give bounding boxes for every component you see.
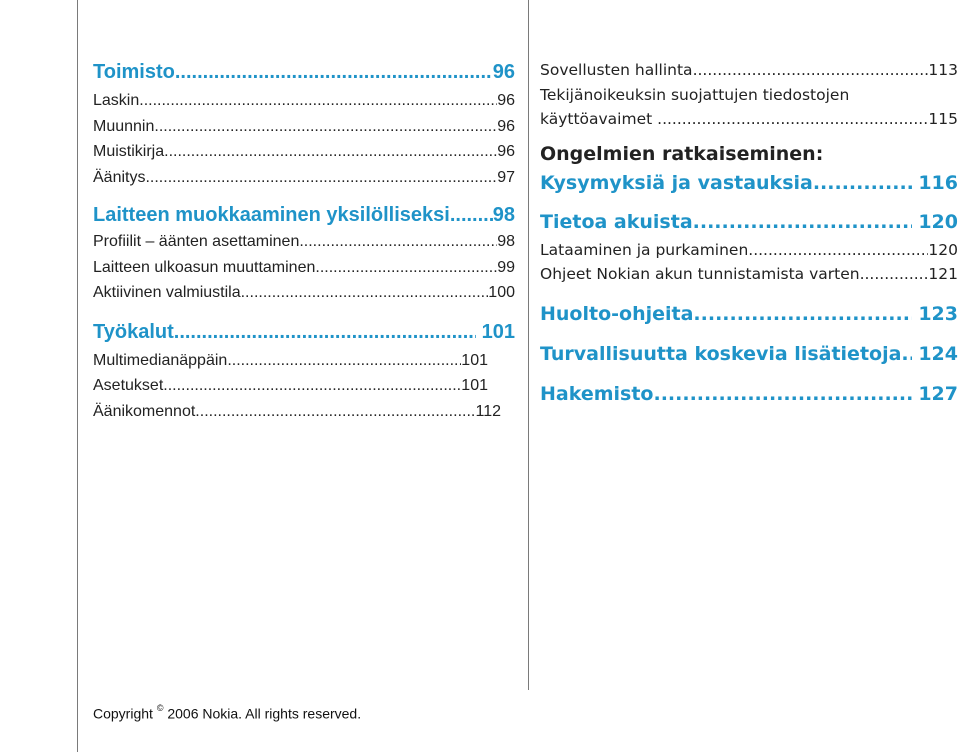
toc-entry-ohjeet-akku[interactable] <box>540 262 958 286</box>
toc-entry-aanitys[interactable] <box>93 165 515 191</box>
toc-page: 97 <box>497 168 515 186</box>
toc-page: 99 <box>497 258 515 276</box>
toc-leader <box>175 58 493 86</box>
toc-page: 96 <box>497 92 515 109</box>
toc-leader <box>654 379 912 409</box>
toc-page: 96 <box>497 117 515 135</box>
toc-heading-ongelmien-line1[interactable]: Ongelmien ratkaiseminen: <box>540 143 824 165</box>
toc-heading-tyokalut[interactable] <box>93 318 515 346</box>
toc-leader <box>813 169 912 197</box>
left-margin-rule <box>77 0 78 752</box>
toc-title: Toimisto <box>93 61 175 83</box>
column-divider-rule <box>528 0 529 690</box>
toc-page: 112 <box>475 402 501 420</box>
toc-entry-asetukset[interactable] <box>93 373 488 399</box>
toc-leader <box>241 280 489 306</box>
toc-entry-ulkoasu[interactable] <box>93 255 515 281</box>
toc-page: 120 <box>928 241 958 259</box>
toc-title: Sovellusten hallinta <box>540 61 693 79</box>
toc-title: Turvallisuutta koskevia lisätietoja <box>540 343 902 365</box>
toc-page: 124 <box>911 343 958 365</box>
toc-leader <box>693 299 911 329</box>
toc-title: Lataaminen ja purkaminen <box>540 241 749 259</box>
toc-title: Äänikomennot <box>93 402 196 420</box>
toc-page: 98 <box>492 204 515 226</box>
toc-title: Kysymyksiä ja vastauksia <box>540 172 813 194</box>
toc-heading-ongelmien-line2[interactable] <box>540 169 958 197</box>
toc-title: Ohjeet Nokian akun tunnistamista varten <box>540 265 860 283</box>
toc-page: 120 <box>911 211 958 233</box>
toc-leader <box>195 399 475 425</box>
toc-title: Muunnin <box>93 117 155 135</box>
toc-entry-multimedia[interactable] <box>93 348 488 374</box>
toc-title: Huolto-ohjeita <box>540 303 694 325</box>
toc-page: 101 <box>461 351 488 369</box>
toc-page: 123 <box>911 303 958 325</box>
toc-page: 115 <box>928 110 958 128</box>
toc-leader <box>860 262 929 286</box>
toc-heading-huolto[interactable] <box>540 299 958 329</box>
toc-entry-valmiustila[interactable] <box>93 280 515 306</box>
toc-title: Profiilit – äänten asettaminen <box>93 233 300 250</box>
toc-entry-aanikomennot[interactable] <box>93 399 501 425</box>
toc-page: 98 <box>497 233 515 250</box>
toc-title: Aktiivinen valmiustila <box>93 284 241 301</box>
toc-leader <box>693 207 912 237</box>
toc-page: 96 <box>492 61 515 83</box>
toc-leader <box>164 139 497 165</box>
toc-title: Laitteen muokkaaminen yksilölliseksi <box>93 204 450 226</box>
toc-heading-turvallisuus[interactable] <box>540 339 958 369</box>
toc-leader <box>154 114 497 140</box>
copyright-notice <box>93 705 361 722</box>
toc-entry-muunnin[interactable] <box>93 114 515 140</box>
toc-title: Tietoa akuista <box>540 211 693 233</box>
toc-leader <box>163 373 461 399</box>
toc-entry-tekijanoikeus-line1[interactable]: Tekijänoikeuksin suojattujen tiedostojen <box>540 86 850 104</box>
toc-leader <box>450 201 493 229</box>
toc-entry-profiilit[interactable] <box>93 229 515 255</box>
toc-page: 127 <box>911 383 958 405</box>
toc-title: Asetukset <box>93 377 164 394</box>
toc-leader <box>657 107 928 131</box>
copyright-suffix: 2006 Nokia. All rights reserved. <box>163 705 362 722</box>
toc-leader <box>145 165 497 191</box>
toc-entry-laskin[interactable] <box>93 88 515 114</box>
toc-title: Äänitys <box>93 168 146 186</box>
toc-page: 116 <box>911 172 958 194</box>
toc-title: Laskin <box>93 92 140 109</box>
toc-page: 100 <box>488 284 515 301</box>
toc-page: 101 <box>461 377 488 394</box>
toc-page: 96 <box>497 143 515 160</box>
toc-title: Hakemisto <box>540 383 654 405</box>
toc-entry-lataaminen[interactable] <box>540 238 958 262</box>
toc-heading-tietoa-akuista[interactable] <box>540 207 958 237</box>
toc-leader <box>901 339 911 369</box>
toc-leader <box>139 88 497 114</box>
copyright-symbol: © <box>156 703 164 713</box>
toc-title: Multimedianäppäin <box>93 351 228 369</box>
toc-title: Muistikirja <box>93 143 165 160</box>
toc-title: käyttöavaimet <box>540 110 658 128</box>
toc-heading-toimisto[interactable] <box>93 58 515 86</box>
toc-page: 121 <box>928 265 958 283</box>
toc-entry-sovellusten-hallinta[interactable] <box>540 58 958 83</box>
toc-leader <box>748 238 928 262</box>
toc-title: Laitteen ulkoasun muuttaminen <box>93 258 316 276</box>
toc-page: 113 <box>928 61 958 79</box>
toc-leader <box>315 255 497 281</box>
toc-leader <box>174 318 476 346</box>
toc-leader <box>693 58 929 83</box>
toc-leader <box>299 229 497 255</box>
toc-entry-tekijanoikeus-line2[interactable] <box>540 107 958 131</box>
toc-entry-muistikirja[interactable] <box>93 139 515 165</box>
toc-title: Työkalut <box>93 320 174 343</box>
left-toc-column <box>93 58 515 424</box>
toc-leader <box>227 348 461 374</box>
toc-heading-hakemisto[interactable] <box>540 379 958 409</box>
right-toc-column <box>540 58 960 409</box>
toc-heading-muokkaaminen[interactable] <box>93 201 515 229</box>
copyright-prefix: Copyright <box>93 705 157 722</box>
toc-page: 101 <box>481 320 515 343</box>
